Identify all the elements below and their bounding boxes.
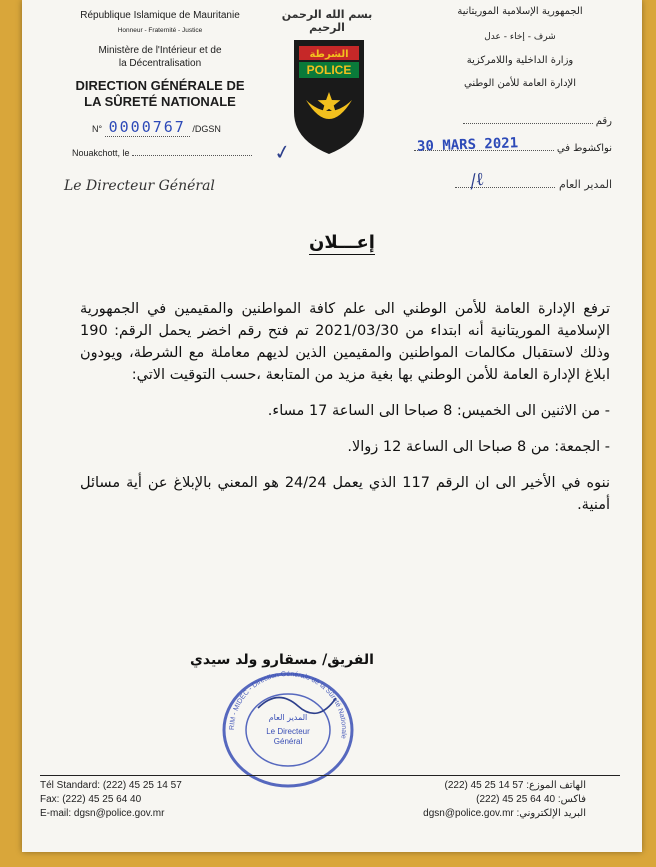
footer-divider bbox=[40, 775, 620, 776]
number-row-ar bbox=[463, 116, 612, 127]
body-paragraph-1: ترفع الإدارة العامة للأمن الوطني الى علم كافة المواطنين والمقيمين في الجمهورية الإسلامية الموريتانية أنه ابتداء من 2021/03/30 تم فتح رقم اخضر يحمل الرقم: 190 وذلك لاستقبال مكالمات المواطنين والمقيمين الذين لديهم معاملة مع الشرطة، ويودون ابلاغ الإدارة العامة للأمن الوطني بها بغية مزيد من المتابعة ،حسب التوقيت الاتي: bbox=[80, 301, 610, 383]
republic-name-ar: الجمهورية الإسلامية الموريتانية bbox=[457, 6, 583, 17]
director-title-ar: المدير العام bbox=[558, 178, 612, 191]
police-emblem bbox=[290, 36, 368, 158]
official-seal bbox=[218, 668, 358, 792]
body-item-2: - الجمعة: من 8 صباحا الى الساعة 12 زوالا. bbox=[347, 439, 610, 455]
document-sheet bbox=[22, 0, 642, 852]
direction-line2-fr: LA SÛRETÉ NATIONALE bbox=[84, 94, 236, 109]
footer-fax-fr: Fax: (222) 45 25 64 40 bbox=[40, 794, 142, 805]
director-dots-ar bbox=[455, 187, 555, 188]
notice-title: إعـــلان bbox=[309, 232, 375, 253]
ministry-ar: وزارة الداخلية واللامركزية bbox=[466, 55, 574, 66]
footer-tel-ar: الهاتف الموزع: 57 14 25 45 (222) bbox=[444, 780, 586, 791]
place-label-ar: نواكشوط في bbox=[556, 143, 612, 154]
motto-fr: Honneur - Fraternité - Justice bbox=[117, 27, 203, 34]
notice-body bbox=[80, 298, 610, 516]
number-dots-ar bbox=[463, 123, 593, 124]
director-title-fr: Le Directeur Général bbox=[64, 178, 215, 194]
seal-center-ar: المدير العام bbox=[268, 713, 308, 722]
number-label-ar: رقم bbox=[595, 116, 612, 127]
emblem-arabic-label: الشرطة bbox=[309, 49, 349, 60]
pen-check-mark: ✓ bbox=[272, 138, 293, 166]
direction-ar: الإدارة العامة للأمن الوطني bbox=[463, 78, 577, 89]
reference-number: 0000767 bbox=[105, 118, 190, 137]
body-item-1: - من الاثنين الى الخميس: 8 صباحا الى الساعة 17 مساء. bbox=[267, 403, 610, 419]
ministry-line2-fr: la Décentralisation bbox=[118, 58, 202, 69]
number-prefix: N° bbox=[92, 124, 103, 134]
footer-email-ar: البريد الإلكتروني: dgsn@police.gov.mr bbox=[423, 808, 586, 819]
seal-ring-text: RIM - MIDEC - Direction Générale de la Sûreté Nationale bbox=[228, 670, 348, 740]
stamped-date: 30 MARS 2021 bbox=[416, 135, 519, 155]
direction-line1-fr: DIRECTION GÉNÉRALE DE bbox=[75, 78, 245, 93]
body-paragraph-2: ننوه في الأخير الى ان الرقم 117 الذي يعمل 24/24 هو المعني بالإبلاغ عن أية مسائل أمنية. bbox=[80, 475, 610, 513]
footer-fax-ar: فاكس: 40 64 25 45 (222) bbox=[476, 794, 586, 805]
calligraphy-basmala: بسم الله الرحمن الرحيم bbox=[281, 8, 373, 34]
signature-scribble bbox=[258, 697, 336, 713]
ministry-line1-fr: Ministère de l'Intérieur et de bbox=[98, 45, 222, 56]
place-date-row bbox=[72, 148, 252, 158]
initials-mark: /ℓ bbox=[467, 168, 487, 193]
place-prefix: Nouakchott, le bbox=[72, 148, 130, 158]
footer-tel-fr: Tél Standard: (222) 45 25 14 57 bbox=[40, 780, 182, 791]
seal-center-fr-1: Le Directeur bbox=[266, 727, 310, 736]
footer-email-fr: E-mail: dgsn@police.gov.mr bbox=[40, 808, 165, 819]
seal-center-fr-2: Général bbox=[273, 737, 303, 746]
emblem-police-label: POLICE bbox=[306, 63, 352, 77]
motto-ar: شرف - إخاء - عدل bbox=[484, 32, 556, 42]
signatory-name: الفريق/ مسقارو ولد سيدي bbox=[190, 652, 374, 668]
republic-name-fr: République Islamique de Mauritanie bbox=[80, 10, 240, 21]
number-suffix: /DGSN bbox=[192, 124, 221, 134]
place-dots bbox=[132, 155, 252, 156]
reference-number-row bbox=[92, 118, 221, 136]
